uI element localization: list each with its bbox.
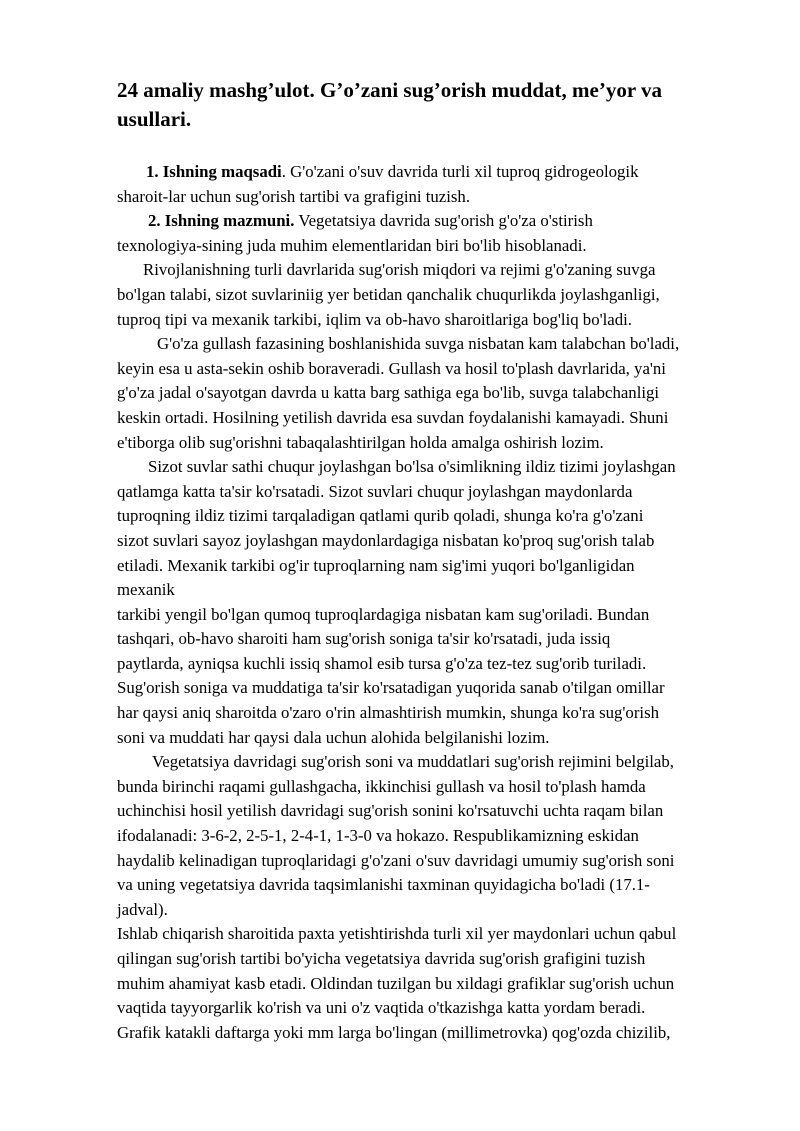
line-text: haydalib kelinadigan tuproqlaridagi g'o'zani o'suv davridagi umumiy sug'orish soni [117,850,675,870]
text-line [117,455,767,480]
page-title: 24 amaliy mashg’ulot. G’o’zani sug’orish muddat, me’yor va usullari. [117,78,663,131]
text-line [117,381,767,406]
text-line [117,627,767,652]
text-line [117,431,767,456]
text-line [117,332,767,357]
text-line [117,308,767,333]
text-line [117,406,767,431]
text-line [117,357,767,382]
line-text: har qaysi aniq sharoitda o'zaro o'rin almashtirish mumkin, shunga ko'ra sug'orish [117,703,659,723]
line-text: bo'lgan talabi, sizot suvlariniig yer betidan qanchalik chuqurlikda joylashganligi, [117,284,660,304]
text-line [117,160,767,185]
text-line [117,922,767,947]
text-line [117,1021,767,1046]
line-text: vaqtida tayyorgarlik ko'rish va uni o'z vaqtida o'tkazishga katta yordam beradi. [117,998,646,1018]
line-text: tuproq tipi va mexanik tarkibi, iqlim va ob-havo sharoitlariga bog'liq bo'ladi. [117,309,632,329]
line-text: paytlarda, ayniqsa kuchli issiq shamol esib tursa g'o'za tez-tez sug'orib turiladi. [117,653,647,673]
section-heading: 1. Ishning maqsadi [146,162,282,181]
text-line [117,849,767,874]
text-line [117,603,767,628]
line-text: qatlamga katta ta'sir ko'rsatadi. Sizot suvlari chuqur joylashgan maydonlarda [117,481,633,501]
text-line [117,652,767,677]
text-line [117,676,767,701]
text-line [117,898,767,923]
text-line [117,799,767,824]
line-text: keyin esa u asta-sekin oshib boraveradi. Gullash va hosil to'plash davrlarida, ya'ni [117,358,666,378]
text-line [117,972,767,997]
line-text: muhim ahamiyat kasb etadi. Oldindan tuzilgan bu xildagi grafiklar sug'orish uchun [117,973,675,993]
text-line [117,726,767,751]
line-text: texnologiya-sining juda muhim elementlaridan biri bo'lib hisoblanadi. [117,235,587,255]
text-line [117,258,767,283]
line-text: Rivojlanishning turli davrlarida sug'orish miqdori va rejimi g'o'zaning suvga [143,260,656,280]
line-text: Vegetatsiya davridagi sug'orish soni va muddatlari sug'orish rejimini belgilab, [152,752,674,772]
line-text: Grafik katakli daftarga yoki mm larga bo'lingan (millimetrovka) qog'ozda chizilib, [117,1022,671,1042]
line-text: bunda birinchi raqami gullashgacha, ikkinchisi gullash va hosil to'plash hamda [117,776,646,796]
line-text: mexanik [117,580,175,600]
text-line [117,947,767,972]
line-text: soni va muddati har qaysi dala uchun alohida belgilanishi lozim. [117,727,550,747]
text-line [117,824,767,849]
text-line [117,996,767,1021]
line-text: qilingan sug'orish tartibi bo'yicha vegetatsiya davrida sug'orish grafigini tuzish [117,949,646,968]
line-text: Sizot suvlar sathi chuqur joylashgan bo'lsa o'simlikning ildiz tizimi joylashgan [148,457,676,477]
text-line [117,873,767,898]
document-body [117,160,767,1045]
text-line [117,209,767,234]
line-text: g'o'za jadal o'sayotgan davrda u katta barg sathiga ega bo'lib, suvga talabchanligi [117,383,660,403]
text-line [117,750,767,775]
line-text: Vegetatsiya davrida sug'orish g'o'za o'stirish [294,211,593,231]
line-text: keskin ortadi. Hosilning yetilish davrida esa suvdan foydalanishi kamayadi. Shuni [117,407,669,427]
line-text: va uning vegetatsiya davrida taqsimlanishi taxminan quyidagicha bo'ladi (17.1- [117,875,650,895]
line-text: ifodalanadi: 3-6-2, 2-5-1, 2-4-1, 1-3-0 va hokazo. Respublikamizning eskidan [117,826,639,846]
text-line [117,480,767,505]
line-text: Ishlab chiqarish sharoitida paxta yetishtirishda turli xil yer maydonlari uchun qabul [117,924,677,944]
text-line [117,234,767,259]
line-text: sharoit-lar uchun sug'orish tartibi va grafigini tuzish. [117,186,471,206]
text-line [117,775,767,800]
text-line [117,701,767,726]
text-line [117,283,767,308]
line-text: Sug'orish soniga va muddatiga ta'sir ko'rsatadigan yuqorida sanab o'tilgan omillar [117,678,665,698]
text-line [117,578,767,603]
line-text: etiladi. Mexanik tarkibi og'ir tuproqlarning nam sig'imi yuqori bo'lganligidan [117,555,635,575]
line-text: jadval). [117,899,168,919]
text-line [117,504,767,529]
line-text: uchinchisi hosil yetilish davridagi sug'orish sonini ko'rsatuvchi uchta raqam bilan [117,801,664,821]
text-line [117,185,767,210]
line-text: sizot suvlari sayoz joylashgan maydonlardagiga nisbatan ko'proq sug'orish talab [117,530,655,550]
line-text: tarkibi yengil bo'lgan qumoq tuproqlardagiga nisbatan kam sug'oriladi. Bundan [117,604,650,624]
line-text: G'o'za gullash fazasining boshlanishida suvga nisbatan kam talabchan bo'ladi, [157,334,680,354]
line-text: . G'o'zani o'suv davrida turli xil tuproq gidrogeologik [281,162,639,181]
line-text: tashqari, ob-havo sharoiti ham sug'orish soniga ta'sir ko'rsatadi, juda issiq [117,629,611,649]
text-line [117,529,767,554]
section-heading: 2. Ishning mazmuni. [148,211,295,231]
text-line [117,554,767,579]
line-text: tuproqning ildiz tizimi tarqaladigan qatlami qurib qoladi, shunga ko'ra g'o'zani [117,506,644,526]
line-text: e'tiborga olib sug'orishni tabaqalashtirilgan holda amalga oshirish lozim. [117,432,604,452]
